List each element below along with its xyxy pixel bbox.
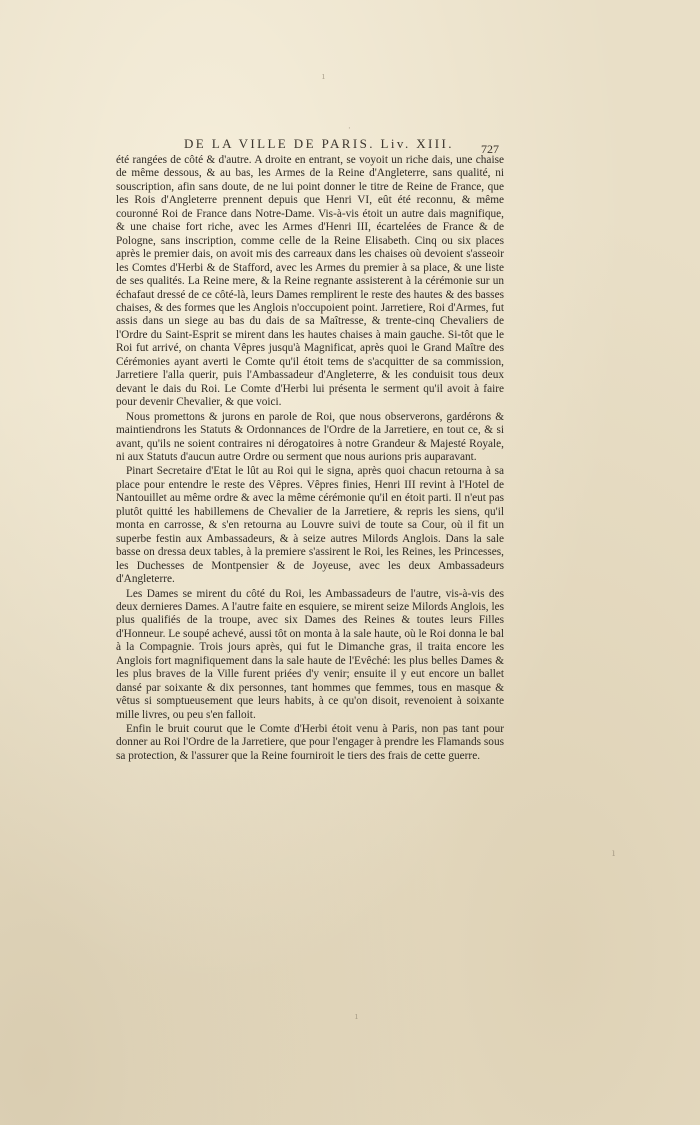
page-number: 727 <box>481 142 499 156</box>
paragraph-signing: Pinart Secretaire d'Etat le lût au Roi qui le signa, après quoi chacun retourna à sa place pour entendre le reste des Vêpres. Vêpres finies, Henri III revint à l'Hotel de Nantouillet au même ordre & avec la même cérémonie qu'il en étoit parti. Il n'eut pas plutôt quitté les habillemens de Chevalier de la Jarretiere, & repris les siens, qu'il monta en carrosse, & s'en retourna au Louvre suivi de toute sa Cour, où il fit un superbe festin aux Ambassadeurs, & à seize autres Milords Anglois. Dans la sale basse on dressa deux tables, à la premiere s'assirent le Roi, les Reines, les Princesses, les Duchesses de Montpensier & de Joyeuse, avec les deux Ambassadeurs d'Angleterre. <box>116 465 504 586</box>
ink-speck: · <box>348 124 351 134</box>
paragraph-banquet: Les Dames se mirent du côté du Roi, les Ambassadeurs de l'autre, vis-à-vis des deux dernieres Dames. A l'autre faite en esquiere, se mirent seize Milords Anglois, les plus qualifiés de la troupe, avec six Dames des Reines & toutes leurs Filles d'Honneur. Le soupé achevé, aussi tôt on monta à la sale haute, où le Roi donna le bal à la Compagnie. Trois jours après, qui fut le Dimanche gras, il traita encore les Anglois fort magnifiquement dans la sale haute de l'Evêché: les plus belles Dames & les plus braves de la Ville furent priées d'y venir; ensuite il y eut encore un ballet dansé par soixante & dix personnes, tant hommes que femmes, tous en masque & vêtus si somptueusement que leurs habits, à ce qu'on disoit, revenoient à soixante mille livres, ou peu s'en falloit. <box>116 587 504 721</box>
ink-speck: ı <box>322 72 325 82</box>
ink-speck: ı <box>355 1012 358 1022</box>
running-head: DE LA VILLE DE PARIS. Liv. XIII. <box>184 136 454 151</box>
paragraph-ceremony: été rangées de côté & d'autre. A droite en entrant, se voyoit un riche dais, une chaise de même dessous, & au bas, les Armes de la Reine d'Angleterre, sans qualité, ni souscription, afin sans doute, de ne lui point donner le titre de Reine de France, que les Rois d'Angleterre prennent depuis que Henri VI, eût été reconnu, & même couronné Roi de France dans Notre-Dame. Vis-à-vis étoit un autre dais magnifique, & une chaise fort riche, avec les Armes d'Henri III, écartelées de France & de Pologne, sans inscription, comme celle de la Reine Elisabeth. Cinq ou six places après le premier dais, on avoit mis des carreaux dans les chaises où devoient s'asseoir les Comtes d'Herbi & de Stafford, avec les Armes du premier à sa place, & une liste de ses qualités. La Reine mere, & la Reine regnante assisterent à la cérémonie sur un échafaut dressé de ce côté-là, leurs Dames remplirent le reste des hautes & des basses chaises, & des formes que les Anglois n'occupoient point. Jarretiere, Roi d'Armes, fut assis dans un siege au bas du dais de sa Maîtresse, & trente-cinq Chevaliers de l'Ordre du Saint-Esprit se mirent dans les hautes chaises à main gauche. Si-tôt que le Roi fut arrivé, on chanta Vêpres jusqu'à Magnificat, après quoi le Grand Maître des Cérémonies ayant averti le Comte qu'il étoit tems de s'acquitter de sa commission, Jarretiere l'alla querir, puis l'Ambassadeur d'Angleterre, & les conduisit tous deux devant le dais du Roi. Le Comte d'Herbi lui présenta le serment qu'il avoit à faire pour devenir Chevalier, & que voici. <box>116 154 504 409</box>
paragraph-oath: Nous promettons & jurons en parole de Roi, que nous observerons, gardérons & maintiendrons les Statuts & Ordonnances de l'Ordre de la Jarretiere, en tout ce, & si avant, qu'ils ne soient contraires ni dérogatoires à notre Grandeur & Majesté Royale, ni aux Statuts d'aucun autre Ordre ou serment que nous aurions pris auparavant. <box>116 410 504 463</box>
ink-speck: ı <box>612 848 616 859</box>
paragraph-rumor: Enfin le bruit courut que le Comte d'Herbi étoit venu à Paris, non pas tant pour donner au Roi l'Ordre de la Jarretiere, que pour l'engager à prendre les Flamands sous sa protection, & l'assurer que la Reine fourniroit le tiers des frais de cette guerre. <box>116 723 504 762</box>
body-text <box>116 154 504 763</box>
